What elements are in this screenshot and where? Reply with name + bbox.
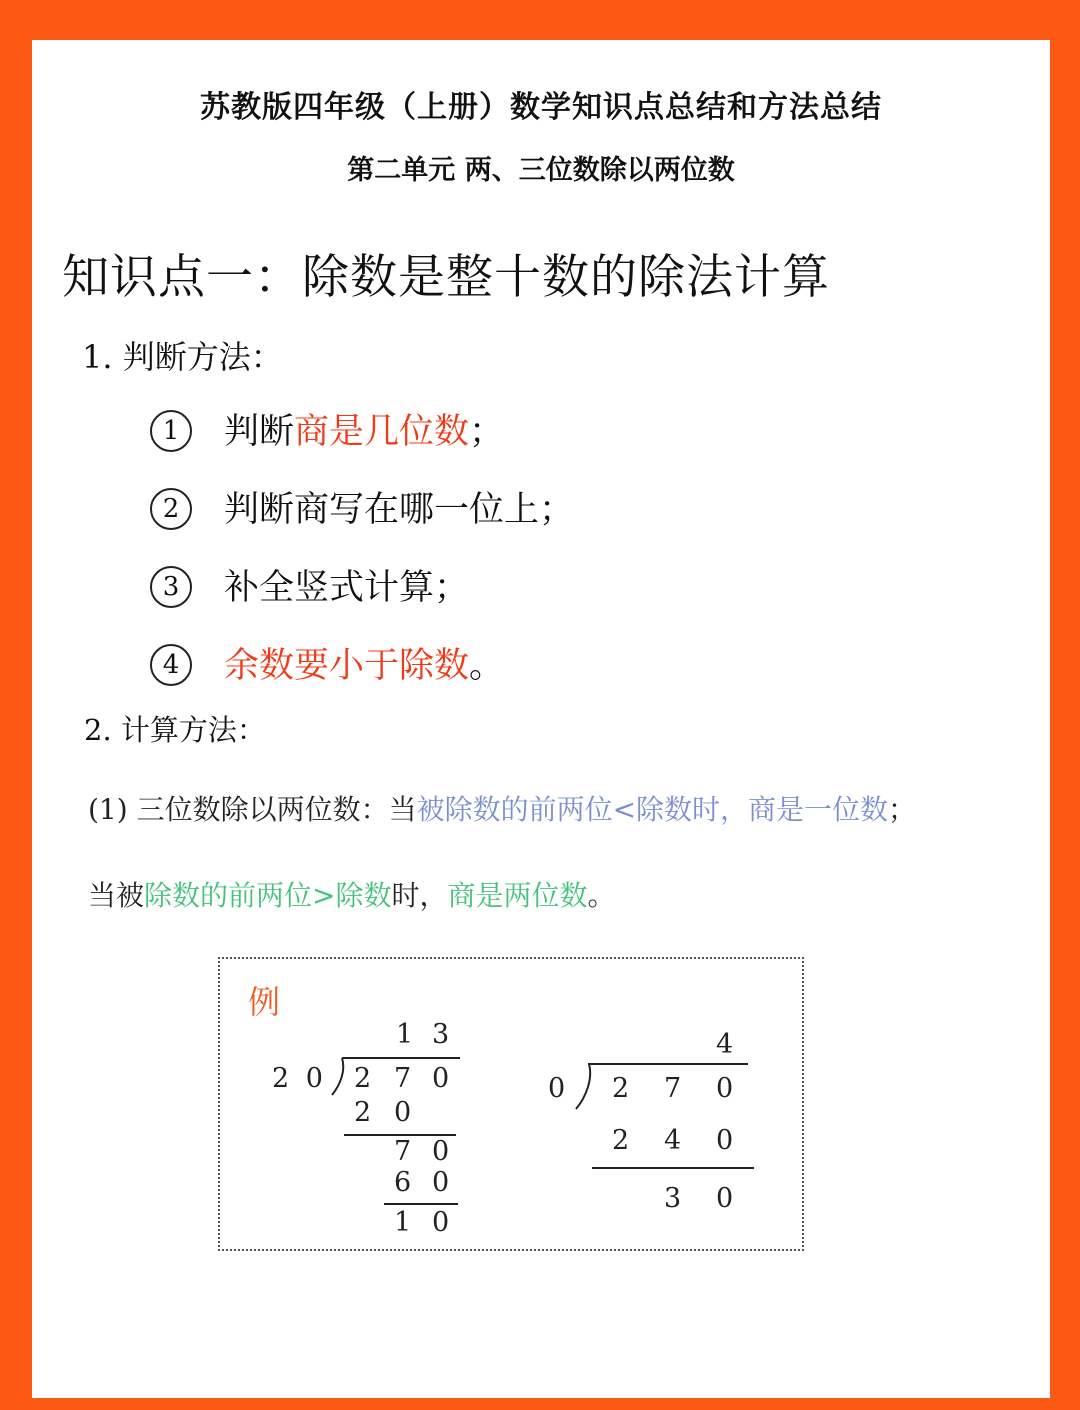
left-quotient-digit: 3: [432, 1019, 450, 1050]
left-step2-digit: 0: [432, 1167, 450, 1198]
circled-number-4: 4: [150, 644, 192, 686]
judge-item-4-text: 余数要小于除数: [224, 646, 470, 686]
left-step1-digit: 2: [354, 1097, 372, 1128]
calc-line1-prefix: (1) 三位数除以两位数：当: [88, 793, 417, 826]
right-product-digit: 2: [612, 1125, 630, 1156]
judge-item-1: [150, 404, 504, 455]
judge-item-3: [150, 560, 469, 611]
left-quotient-digit: 1: [396, 1019, 414, 1050]
calc-line1-suffix: ；: [888, 793, 917, 826]
left-division-bar: [342, 1057, 460, 1059]
right-division-bar: [588, 1063, 748, 1065]
circled-number-2: 2: [150, 488, 192, 530]
calc-line2-highlight-a: 除数的前两位>除数: [144, 879, 392, 912]
document-page: [32, 40, 1050, 1398]
right-dividend-digit: 7: [664, 1073, 682, 1104]
right-product-rule: [592, 1167, 754, 1169]
judge-item-4-tail: 。: [469, 646, 505, 686]
circled-number-3: 3: [150, 566, 192, 608]
left-rem1-digit: 7: [394, 1136, 412, 1167]
left-divisor: 2 0: [272, 1063, 327, 1094]
left-rem2-digit: 1: [394, 1207, 412, 1238]
judge-item-1-highlight: 商是几位数: [294, 412, 470, 452]
right-dividend-digit: 0: [716, 1073, 734, 1104]
calc-rule-line-1: [88, 788, 916, 828]
calc-line1-highlight: 被除数的前两位<除数时，商是一位数: [416, 793, 889, 826]
right-division-bracket: [574, 1063, 594, 1111]
calc-line2-prefix: 当被: [88, 879, 145, 912]
example-label: 例: [248, 983, 281, 1021]
example-box: [218, 957, 804, 1251]
knowledge-point-heading: 知识点一：除数是整十数的除法计算: [62, 250, 830, 305]
judge-item-2: [150, 482, 574, 533]
unit-subtitle: 第二单元 两、三位数除以两位数: [347, 155, 735, 186]
judge-item-4: [150, 638, 504, 689]
left-dividend-digit: 7: [394, 1063, 412, 1094]
right-remainder-digit: 3: [664, 1183, 682, 1214]
judge-item-1-prefix: 判断: [224, 412, 295, 452]
right-dividend-digit: 2: [612, 1073, 630, 1104]
right-divisor: 0: [548, 1073, 566, 1104]
judge-item-3-text: 补全竖式计算；: [224, 568, 470, 608]
left-step2-digit: 6: [394, 1167, 412, 1198]
left-dividend-digit: 2: [354, 1063, 372, 1094]
circled-number-1: 1: [150, 410, 192, 452]
calc-method-heading: 2. 计算方法：: [84, 713, 266, 747]
calc-rule-line-2: [88, 874, 616, 914]
calc-line2-highlight-b: 商是两位数: [447, 879, 588, 912]
document-title: 苏教版四年级（上册）数学知识点总结和方法总结: [200, 90, 882, 125]
left-rem1-digit: 0: [432, 1136, 450, 1167]
calc-line2-mid: 时，: [391, 879, 448, 912]
left-rem2-digit: 0: [432, 1207, 450, 1238]
right-quotient-digit: 4: [716, 1029, 734, 1060]
judge-method-heading: 1. 判断方法：: [82, 338, 283, 376]
right-remainder-digit: 0: [716, 1183, 734, 1214]
right-product-digit: 0: [716, 1125, 734, 1156]
right-product-digit: 4: [664, 1125, 682, 1156]
left-step1-digit: 0: [394, 1097, 412, 1128]
left-division-bracket: [330, 1057, 348, 1097]
left-dividend-digit: 0: [432, 1063, 450, 1094]
calc-line2-tail: 。: [587, 879, 616, 912]
left-step2-rule: [384, 1203, 458, 1205]
judge-item-1-suffix: ；: [469, 412, 505, 452]
judge-item-2-text: 判断商写在哪一位上；: [224, 490, 575, 530]
